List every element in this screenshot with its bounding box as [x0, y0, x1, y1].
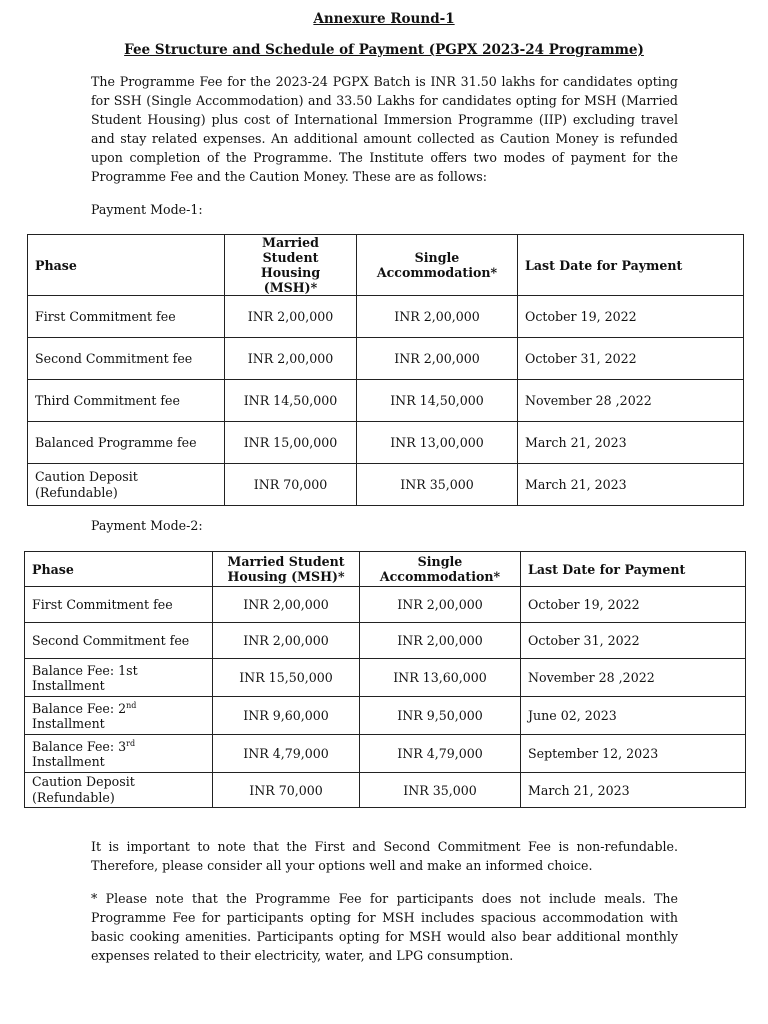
- cell-phase: Balance Fee: 1st Installment: [25, 659, 213, 697]
- header-msh: Married Student Housing (MSH)*: [213, 552, 360, 587]
- cell-single: INR 4,79,000: [360, 735, 521, 773]
- cell-phase: Caution Deposit (Refundable): [25, 773, 213, 808]
- cell-single: INR 2,00,000: [360, 623, 521, 659]
- table-row: [28, 338, 744, 380]
- header-single: Single Accommodation*: [357, 235, 518, 296]
- intro-paragraph: The Programme Fee for the 2023-24 PGPX Batch is INR 31.50 lakhs for candidates opting for SSH (Single Accommodation) and 33.50 Lakhs for candidates opting for MSH (Married Student Housing) plus cost of International Immersion Programme (IIP) excluding travel and stay related expenses. An additional amount collected as Caution Money is refunded upon completion of the Programme. The Institute offers two modes of payment for the Programme Fee and the Caution Money. These are as follows:: [91, 74, 678, 184]
- header-msh: Married Student Housing (MSH)*: [225, 235, 357, 296]
- non-refundable-note: It is important to note that the First and Second Commitment Fee is non-refundable. Therefore, please consider all your options well and make an informed choice.: [91, 839, 678, 873]
- cell-phase: Second Commitment fee: [25, 623, 213, 659]
- cell-date: September 12, 2023: [521, 735, 746, 773]
- header-phase: Phase: [25, 552, 213, 587]
- table-row: [25, 697, 746, 735]
- cell-date: March 21, 2023: [518, 422, 744, 464]
- cell-phase: Third Commitment fee: [28, 380, 225, 422]
- cell-phase: Balanced Programme fee: [28, 422, 225, 464]
- table-row: [28, 380, 744, 422]
- cell-single: INR 35,000: [357, 464, 518, 506]
- cell-single: INR 13,00,000: [357, 422, 518, 464]
- cell-single: INR 35,000: [360, 773, 521, 808]
- cell-date: November 28 ,2022: [521, 659, 746, 697]
- header-phase: Phase: [28, 235, 225, 296]
- table-row: [28, 296, 744, 338]
- cell-date: March 21, 2023: [521, 773, 746, 808]
- cell-msh: INR 2,00,000: [225, 338, 357, 380]
- table-row: [25, 773, 746, 808]
- payment-mode-2-label: Payment Mode-2:: [91, 518, 203, 533]
- cell-date: November 28 ,2022: [518, 380, 744, 422]
- cell-date: June 02, 2023: [521, 697, 746, 735]
- cell-phase: Balance Fee: 2nd Installment: [25, 697, 213, 735]
- cell-date: October 31, 2022: [518, 338, 744, 380]
- meals-note: * Please note that the Programme Fee for participants does not include meals. The Programme Fee for participants opting for MSH includes spacious accommodation with basic cooking amenities. Participants opting for MSH would also bear additional monthly expenses related to their electricity, water, and LPG consumption.: [91, 891, 678, 963]
- table-header-row: [28, 235, 744, 296]
- cell-msh: INR 2,00,000: [225, 296, 357, 338]
- cell-msh: INR 2,00,000: [213, 623, 360, 659]
- cell-phase: First Commitment fee: [25, 587, 213, 623]
- table-row: [25, 587, 746, 623]
- cell-date: March 21, 2023: [518, 464, 744, 506]
- cell-msh: INR 70,000: [225, 464, 357, 506]
- cell-phase: Second Commitment fee: [28, 338, 225, 380]
- table-row: [25, 659, 746, 697]
- cell-single: INR 2,00,000: [360, 587, 521, 623]
- cell-msh: INR 2,00,000: [213, 587, 360, 623]
- cell-single: INR 14,50,000: [357, 380, 518, 422]
- payment-mode-2-table: [24, 551, 746, 808]
- table-row: [28, 422, 744, 464]
- cell-single: INR 13,60,000: [360, 659, 521, 697]
- cell-date: October 19, 2022: [521, 587, 746, 623]
- cell-single: INR 9,50,000: [360, 697, 521, 735]
- cell-single: INR 2,00,000: [357, 338, 518, 380]
- document-title: Fee Structure and Schedule of Payment (PGPX 2023-24 Programme): [124, 42, 644, 58]
- header-last-date: Last Date for Payment: [518, 235, 744, 296]
- cell-single: INR 2,00,000: [357, 296, 518, 338]
- cell-phase: First Commitment fee: [28, 296, 225, 338]
- table-header-row: [25, 552, 746, 587]
- header-last-date: Last Date for Payment: [521, 552, 746, 587]
- annexure-title: Annexure Round-1: [313, 11, 455, 27]
- table-row: [28, 464, 744, 506]
- cell-msh: INR 4,79,000: [213, 735, 360, 773]
- payment-mode-1-table: [27, 234, 744, 506]
- cell-msh: INR 70,000: [213, 773, 360, 808]
- cell-msh: INR 14,50,000: [225, 380, 357, 422]
- cell-msh: INR 15,00,000: [225, 422, 357, 464]
- cell-date: October 19, 2022: [518, 296, 744, 338]
- cell-phase: Balance Fee: 3rd Installment: [25, 735, 213, 773]
- payment-mode-1-label: Payment Mode-1:: [91, 202, 203, 217]
- cell-phase: Caution Deposit (Refundable): [28, 464, 225, 506]
- header-single: Single Accommodation*: [360, 552, 521, 587]
- table-row: [25, 623, 746, 659]
- cell-msh: INR 15,50,000: [213, 659, 360, 697]
- table-row: [25, 735, 746, 773]
- cell-date: October 31, 2022: [521, 623, 746, 659]
- cell-msh: INR 9,60,000: [213, 697, 360, 735]
